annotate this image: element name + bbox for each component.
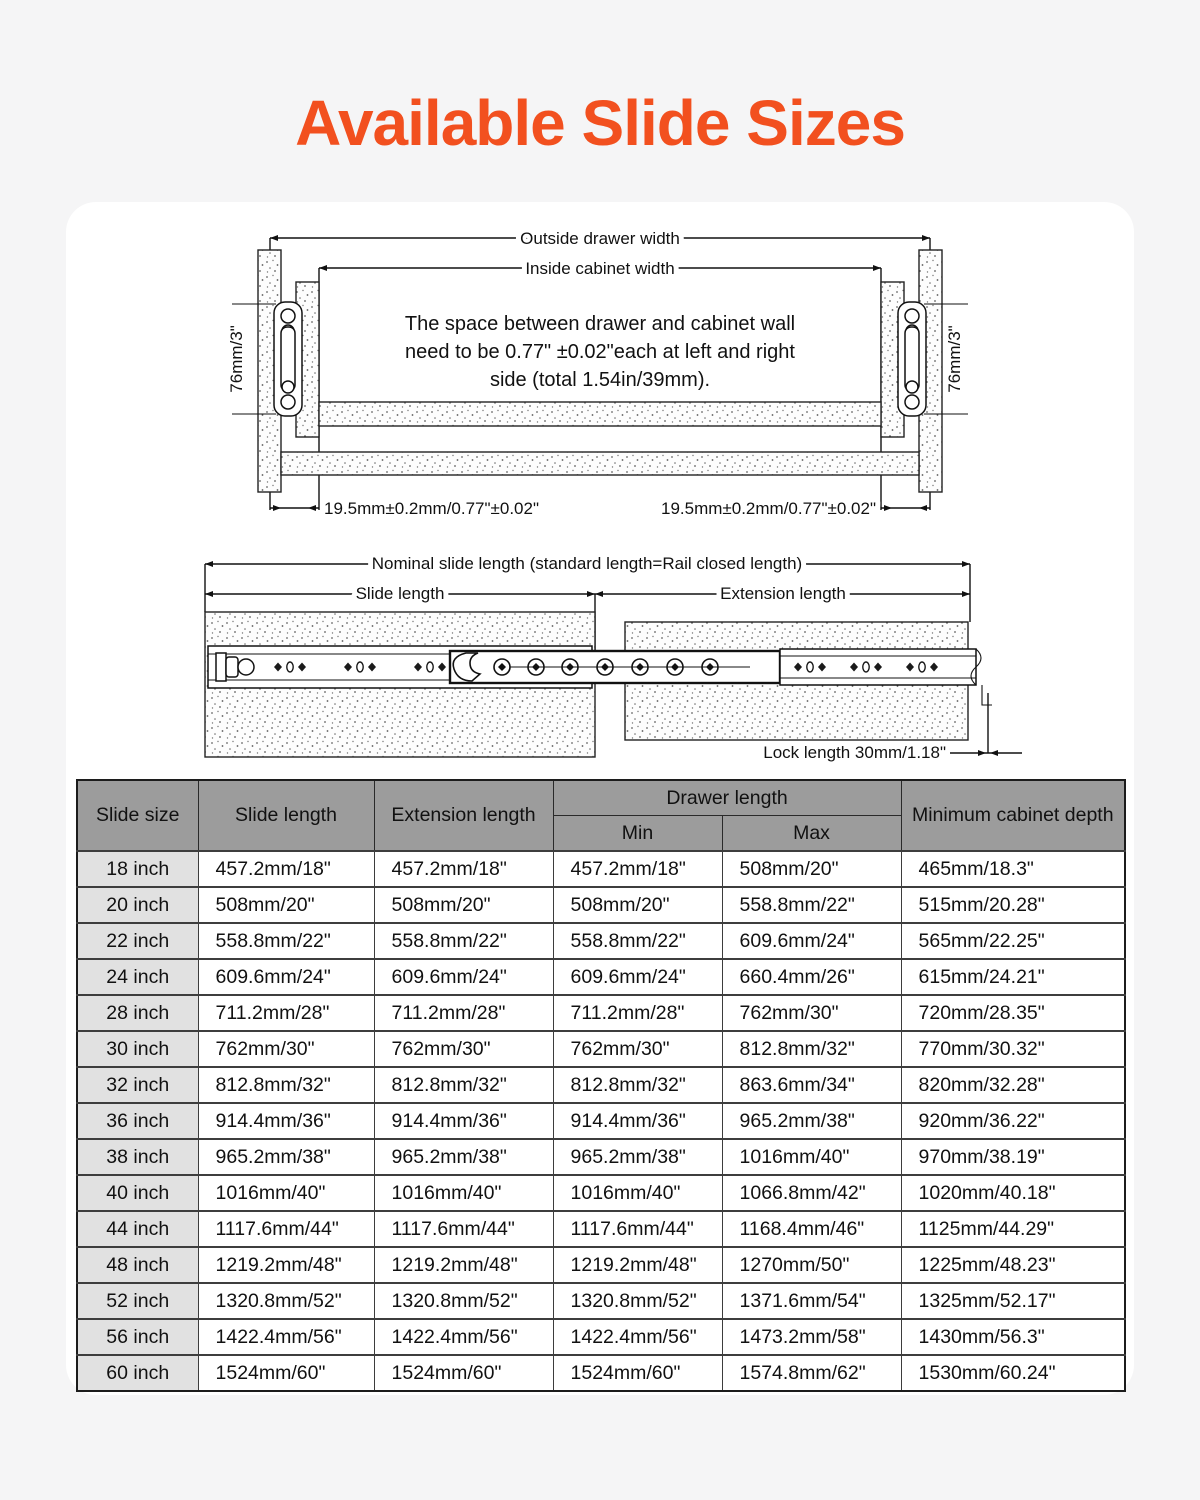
extension-length-cell: 1016mm/40" bbox=[374, 1175, 553, 1211]
header-extension-length: Extension length bbox=[374, 780, 553, 851]
slide-size-cell: 24 inch bbox=[77, 959, 198, 995]
slide-length-cell: 1219.2mm/48" bbox=[198, 1247, 374, 1283]
drawer-min-cell: 762mm/30" bbox=[553, 1031, 722, 1067]
header-drawer-max: Max bbox=[722, 816, 901, 852]
slide-size-cell: 28 inch bbox=[77, 995, 198, 1031]
outside-drawer-width-label: Outside drawer width bbox=[520, 229, 680, 248]
slide-size-cell: 20 inch bbox=[77, 887, 198, 923]
extension-length-cell: 1320.8mm/52" bbox=[374, 1283, 553, 1319]
slide-size-cell: 22 inch bbox=[77, 923, 198, 959]
min-cabinet-depth-cell: 1125mm/44.29" bbox=[901, 1211, 1125, 1247]
extension-length-cell: 1524mm/60" bbox=[374, 1355, 553, 1391]
slide-length-cell: 762mm/30" bbox=[198, 1031, 374, 1067]
drawer-width-diagram bbox=[220, 214, 980, 536]
table-row bbox=[77, 851, 1125, 887]
clearance-note-line1: The space between drawer and cabinet wall bbox=[404, 313, 796, 335]
extension-length-cell: 1422.4mm/56" bbox=[374, 1319, 553, 1355]
clearance-note-line2: need to be 0.77" ±0.02"each at left and right bbox=[405, 341, 795, 363]
table-header bbox=[77, 780, 1125, 851]
table-row bbox=[77, 1283, 1125, 1319]
drawer-bottom-panel bbox=[319, 402, 881, 426]
slide-size-cell: 56 inch bbox=[77, 1319, 198, 1355]
drawer-min-cell: 609.6mm/24" bbox=[553, 959, 722, 995]
extension-length-label: Extension length bbox=[720, 584, 846, 603]
min-cabinet-depth-cell: 1225mm/48.23" bbox=[901, 1247, 1125, 1283]
drawer-max-cell: 1016mm/40" bbox=[722, 1139, 901, 1175]
table-row bbox=[77, 1103, 1125, 1139]
drawer-max-cell: 1066.8mm/42" bbox=[722, 1175, 901, 1211]
header-drawer-length: Drawer length bbox=[553, 780, 901, 816]
min-cabinet-depth-cell: 1430mm/56.3" bbox=[901, 1319, 1125, 1355]
drawer-max-cell: 508mm/20" bbox=[722, 851, 901, 887]
drawer-max-cell: 1168.4mm/46" bbox=[722, 1211, 901, 1247]
table-row bbox=[77, 1247, 1125, 1283]
drawer-min-cell: 1422.4mm/56" bbox=[553, 1319, 722, 1355]
drawer-min-cell: 711.2mm/28" bbox=[553, 995, 722, 1031]
slide-size-cell: 18 inch bbox=[77, 851, 198, 887]
slide-length-diagram bbox=[150, 545, 1060, 770]
slide-cross-section-left bbox=[274, 302, 302, 416]
header-slide-size: Slide size bbox=[77, 780, 198, 851]
min-cabinet-depth-cell: 770mm/30.32" bbox=[901, 1031, 1125, 1067]
drawer-min-cell: 558.8mm/22" bbox=[553, 923, 722, 959]
extension-length-cell: 508mm/20" bbox=[374, 887, 553, 923]
slide-length-cell: 508mm/20" bbox=[198, 887, 374, 923]
slide-length-cell: 812.8mm/32" bbox=[198, 1067, 374, 1103]
inside-cabinet-width-label: Inside cabinet width bbox=[525, 259, 675, 278]
side-gap-right-label: 19.5mm±0.2mm/0.77"±0.02" bbox=[661, 499, 876, 518]
slide-size-cell: 30 inch bbox=[77, 1031, 198, 1067]
extension-length-cell: 1117.6mm/44" bbox=[374, 1211, 553, 1247]
min-cabinet-depth-cell: 720mm/28.35" bbox=[901, 995, 1125, 1031]
extension-length-cell: 1219.2mm/48" bbox=[374, 1247, 553, 1283]
slide-size-cell: 52 inch bbox=[77, 1283, 198, 1319]
extension-length-cell: 914.4mm/36" bbox=[374, 1103, 553, 1139]
table-row bbox=[77, 995, 1125, 1031]
nominal-slide-length-label: Nominal slide length (standard length=Rail closed length) bbox=[371, 554, 803, 573]
extension-length-cell: 711.2mm/28" bbox=[374, 995, 553, 1031]
min-cabinet-depth-cell: 920mm/36.22" bbox=[901, 1103, 1125, 1139]
extension-length-cell: 812.8mm/32" bbox=[374, 1067, 553, 1103]
min-cabinet-depth-cell: 1020mm/40.18" bbox=[901, 1175, 1125, 1211]
slide-size-cell: 40 inch bbox=[77, 1175, 198, 1211]
drawer-min-cell: 508mm/20" bbox=[553, 887, 722, 923]
slide-length-cell: 1016mm/40" bbox=[198, 1175, 374, 1211]
table-row bbox=[77, 887, 1125, 923]
drawer-max-cell: 812.8mm/32" bbox=[722, 1031, 901, 1067]
slide-size-cell: 38 inch bbox=[77, 1139, 198, 1175]
cabinet-bottom-panel bbox=[281, 452, 919, 475]
drawer-max-cell: 1270mm/50" bbox=[722, 1247, 901, 1283]
slide-length-cell: 1117.6mm/44" bbox=[198, 1211, 374, 1247]
drawer-max-cell: 660.4mm/26" bbox=[722, 959, 901, 995]
drawer-min-cell: 1524mm/60" bbox=[553, 1355, 722, 1391]
header-slide-length: Slide length bbox=[198, 780, 374, 851]
slide-length-cell: 609.6mm/24" bbox=[198, 959, 374, 995]
drawer-max-cell: 1371.6mm/54" bbox=[722, 1283, 901, 1319]
min-cabinet-depth-cell: 820mm/32.28" bbox=[901, 1067, 1125, 1103]
drawer-min-cell: 965.2mm/38" bbox=[553, 1139, 722, 1175]
extension-length-cell: 558.8mm/22" bbox=[374, 923, 553, 959]
lock-length-label: Lock length 30mm/1.18" bbox=[763, 743, 946, 762]
slide-size-cell: 44 inch bbox=[77, 1211, 198, 1247]
table-row bbox=[77, 1211, 1125, 1247]
slide-length-cell: 1320.8mm/52" bbox=[198, 1283, 374, 1319]
header-drawer-min: Min bbox=[553, 816, 722, 852]
min-cabinet-depth-cell: 970mm/38.19" bbox=[901, 1139, 1125, 1175]
min-cabinet-depth-cell: 615mm/24.21" bbox=[901, 959, 1125, 995]
table-row bbox=[77, 1319, 1125, 1355]
drawer-max-cell: 1574.8mm/62" bbox=[722, 1355, 901, 1391]
slide-length-cell: 1524mm/60" bbox=[198, 1355, 374, 1391]
min-cabinet-depth-cell: 515mm/20.28" bbox=[901, 887, 1125, 923]
slide-size-cell: 32 inch bbox=[77, 1067, 198, 1103]
slide-length-cell: 711.2mm/28" bbox=[198, 995, 374, 1031]
drawer-min-cell: 812.8mm/32" bbox=[553, 1067, 722, 1103]
drawer-min-cell: 1117.6mm/44" bbox=[553, 1211, 722, 1247]
drawer-max-cell: 1473.2mm/58" bbox=[722, 1319, 901, 1355]
slide-height-left-label: 76mm/3" bbox=[227, 325, 246, 393]
extension-length-cell: 965.2mm/38" bbox=[374, 1139, 553, 1175]
table-row bbox=[77, 1355, 1125, 1391]
drawer-min-cell: 457.2mm/18" bbox=[553, 851, 722, 887]
drawer-max-cell: 965.2mm/38" bbox=[722, 1103, 901, 1139]
slide-length-label: Slide length bbox=[355, 584, 445, 603]
slide-height-right-label: 76mm/3" bbox=[945, 325, 964, 393]
extension-length-cell: 457.2mm/18" bbox=[374, 851, 553, 887]
slide-size-cell: 60 inch bbox=[77, 1355, 198, 1391]
slide-length-cell: 457.2mm/18" bbox=[198, 851, 374, 887]
table-body bbox=[77, 851, 1125, 1391]
extension-length-cell: 609.6mm/24" bbox=[374, 959, 553, 995]
min-cabinet-depth-cell: 1325mm/52.17" bbox=[901, 1283, 1125, 1319]
table-row bbox=[77, 1067, 1125, 1103]
min-cabinet-depth-cell: 565mm/22.25" bbox=[901, 923, 1125, 959]
table-row bbox=[77, 959, 1125, 995]
min-cabinet-depth-cell: 1530mm/60.24" bbox=[901, 1355, 1125, 1391]
drawer-max-cell: 762mm/30" bbox=[722, 995, 901, 1031]
extension-length-cell: 762mm/30" bbox=[374, 1031, 553, 1067]
drawer-min-cell: 914.4mm/36" bbox=[553, 1103, 722, 1139]
slide-length-cell: 558.8mm/22" bbox=[198, 923, 374, 959]
middle-rail bbox=[450, 651, 780, 683]
table-row bbox=[77, 1175, 1125, 1211]
table-row bbox=[77, 1031, 1125, 1067]
slide-cross-section-right bbox=[898, 302, 926, 416]
slide-length-cell: 914.4mm/36" bbox=[198, 1103, 374, 1139]
slide-size-cell: 48 inch bbox=[77, 1247, 198, 1283]
drawer-max-cell: 609.6mm/24" bbox=[722, 923, 901, 959]
slide-length-cell: 1422.4mm/56" bbox=[198, 1319, 374, 1355]
slide-sizes-table bbox=[76, 779, 1126, 1392]
min-cabinet-depth-cell: 465mm/18.3" bbox=[901, 851, 1125, 887]
drawer-min-cell: 1016mm/40" bbox=[553, 1175, 722, 1211]
drawer-max-cell: 863.6mm/34" bbox=[722, 1067, 901, 1103]
drawer-max-cell: 558.8mm/22" bbox=[722, 887, 901, 923]
header-min-cabinet-depth: Minimum cabinet depth bbox=[901, 780, 1125, 851]
slide-size-cell: 36 inch bbox=[77, 1103, 198, 1139]
drawer-min-cell: 1320.8mm/52" bbox=[553, 1283, 722, 1319]
side-gap-left-label: 19.5mm±0.2mm/0.77"±0.02" bbox=[324, 499, 539, 518]
drawer-min-cell: 1219.2mm/48" bbox=[553, 1247, 722, 1283]
table-row bbox=[77, 1139, 1125, 1175]
slide-length-cell: 965.2mm/38" bbox=[198, 1139, 374, 1175]
page-title: Available Slide Sizes bbox=[295, 87, 905, 159]
table-row bbox=[77, 923, 1125, 959]
clearance-note-line3: side (total 1.54in/39mm). bbox=[489, 369, 711, 391]
